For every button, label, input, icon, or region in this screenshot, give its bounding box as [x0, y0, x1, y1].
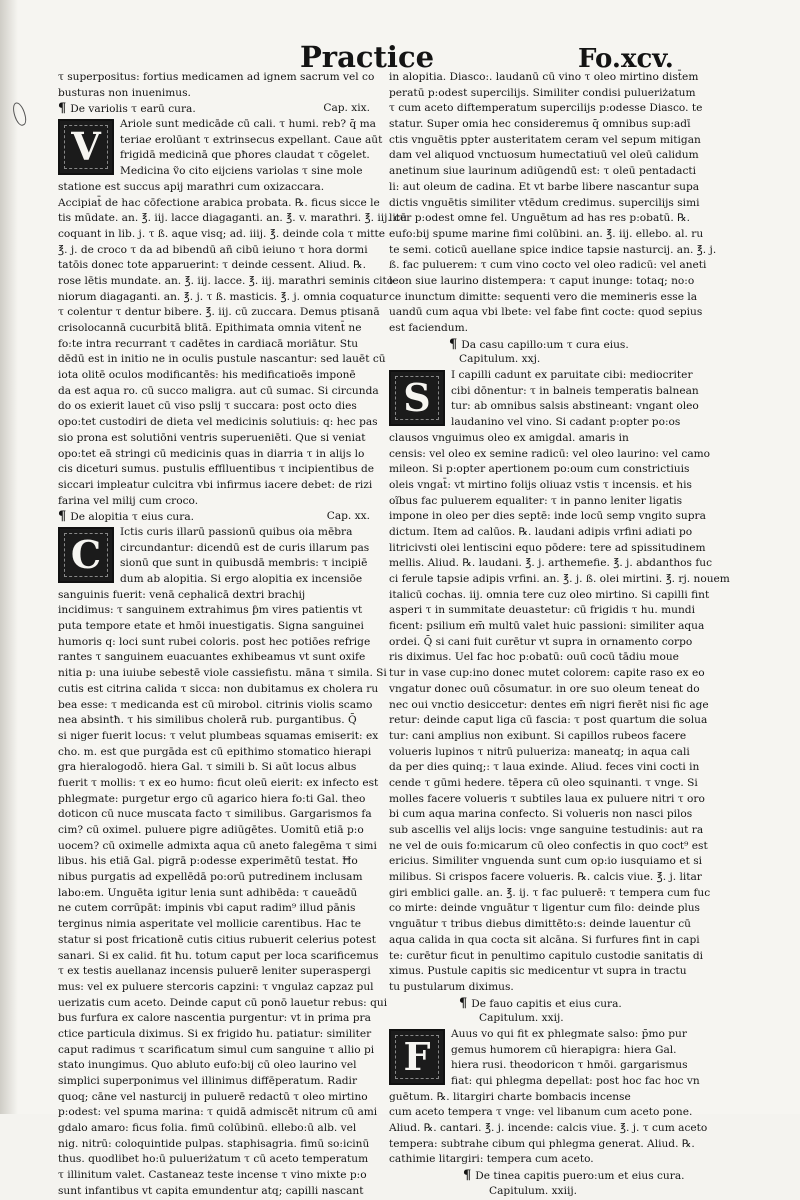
- text-line: milibus. Si crispos facere volueris. ℞. calcis viue. ℥. j. litar: [389, 871, 702, 884]
- decorated-initial: V: [58, 119, 114, 175]
- text-line: sub ascellis vel alijs locis: vnge sanguine testudinis: aut ra: [389, 824, 704, 836]
- text-line: mus: vel ex puluere stercoris capzini: τ vngulaz capzaz pul: [58, 980, 374, 993]
- text-line: da per dies quinq;: τ laua exinde. Aliud. feces vini cocti in: [389, 761, 700, 774]
- text-line: asperi τ in summitate deuastetur: cū frigidis τ hu. mundi: [389, 604, 695, 617]
- heading-text: De fauo capitis et eius cura.: [471, 997, 622, 1010]
- text-line: impone in oleo per dies septē: inde locū semp vngito supra: [389, 510, 706, 523]
- paragraph-lines: [389, 70, 716, 337]
- text-line: gra hieralogodō. hiera Gal. τ simili b. Si aūt locus albus: [58, 761, 357, 774]
- text-line: hiera rusi. theodoricon τ hmōi. gargarismus: [451, 1059, 688, 1072]
- text-line: cibi dōnentur: τ in balneis temperatis balnean: [451, 384, 699, 397]
- text-line: ordei. Q̄ si cani fuit curētur vt supra in ornamento corpo: [389, 635, 693, 648]
- section-heading: [58, 101, 384, 117]
- text-line: ne cutem corrūpāt: impinis vbi caput radim⁹ illud pānis: [58, 902, 356, 915]
- text-line: clausos vnguimus oleo ex amigdal. amaris in: [389, 431, 629, 444]
- text-line: ctis vnguētis ppter austeritatem ceram vel sepum mitigan: [389, 133, 701, 146]
- text-line: da est aqua ro. cū succo maligra. aut cū sumac. Si circunda: [58, 384, 379, 397]
- text-line: rose lētis mundate. an. ℥. iij. lacce. ℥. iij. marathri seminis cito: [58, 274, 394, 287]
- text-line: aqua calida in qua cocta sit alcāna. Si furfures fint in capi: [389, 933, 700, 946]
- text-line: bea esse: τ medicanda est cū mirobol. citrinis violis scamo: [58, 698, 373, 711]
- text-line: fuerit τ mollis: τ ex eo humo: ficut oleū eierit: ex infecto est: [58, 776, 379, 789]
- text-line: oĩbus fac puluerem equaliter: τ in panno leniter ligatis: [389, 494, 683, 507]
- text-line: sio prona est solutiōni ventris superueniēti. Que si veniat: [58, 431, 366, 444]
- text-line: phlegmate: purgetur ergo cū agarico hiera fo:ti Gal. theo: [58, 792, 366, 805]
- text-line: fo:te intra recurrant τ cadētes in cardiacā moriātur. Stu: [58, 337, 359, 350]
- text-line: dēdū est in initio ne in oculis pustule nascantur: sed lauēt cū: [58, 353, 386, 366]
- text-line: tur in vase cup:ino donec mutet colorem: capite raso ex eo: [389, 667, 705, 680]
- text-line: si niger fuerit locus: τ velut plumbeas squamas emiserit: ex: [58, 729, 379, 742]
- section-heading: [58, 509, 384, 525]
- pilcrow-icon: ¶: [449, 336, 458, 352]
- text-line: Auus vo qui fit ex phlegmate salso: p̄mo pur: [451, 1027, 687, 1040]
- text-line: Aliud. ℞. cantari. ℥. j. incende: calcis viue. ℥. j. τ cum aceto: [389, 1122, 708, 1135]
- text-line: mileon. Si p:opter apertionem po:oum cum constrictiuis: [389, 463, 690, 476]
- text-line: anetinum siue laurinum adiūgendū est: τ oleū pentadacti: [389, 165, 697, 178]
- text-line: opo:tet eā stringi cū medicinis quas in diarria τ in alijs lo: [58, 447, 365, 460]
- paragraph: [389, 368, 730, 996]
- chapter-label: Cap. xix.: [323, 102, 370, 115]
- text-line: sanguinis fuerit: venā cephalicā dextri brachij: [58, 588, 306, 601]
- heading-text: Da casu capillo:um τ cura eius.: [461, 338, 629, 351]
- text-line: bi cum aqua marina confecto. Si volueris non nasci pilos: [389, 808, 693, 821]
- text-line: sionū que sunt in quibusdā membris: τ incipiē: [120, 557, 368, 570]
- text-line: sanari. Si ex calid. fit ħu. totum caput per loca scarificemus: [58, 949, 379, 962]
- text-line: volueris lupinos τ nitrū pulueriza: maneatq; in aqua cali: [389, 745, 690, 758]
- text-line: te semi. coticū auellane spice indice tapsie nasturcij. an. ℥. j.: [389, 243, 717, 256]
- text-line: terginus nimia asperitate vel mollicie carentibus. Hac te: [58, 918, 362, 931]
- chapter-label: Capitulum. xxiij.: [489, 1184, 578, 1197]
- text-line: li: aut oleum de cadina. Et vt barbe libere nascantur supa: [389, 180, 700, 193]
- pilcrow-icon: ¶: [459, 995, 468, 1011]
- text-line: vngatur donec ouū cōsumatur. in ore suo oleum teneat do: [389, 682, 700, 695]
- paragraph-lines: [389, 368, 730, 996]
- text-line: est faciendum.: [389, 322, 468, 334]
- text-line: nitia p: una iuiube sebestē viole cassiefistu. māna τ simila. Si: [58, 667, 387, 680]
- text-line: τ superpositus: fortius medicamen ad ignem sacrum vel co: [58, 71, 375, 83]
- text-line: τ ex testis auellanaz incensis puluerē leniter superaspergi: [58, 965, 371, 978]
- text-line: ericius. Similiter vnguenda sunt cum op:io iusquiamo et si: [389, 855, 703, 868]
- text-line: Ariole sunt medicāde cū cali. τ humi. reb? q̄ ma: [120, 118, 376, 131]
- chapter-label: Capitulum. xxj.: [459, 353, 541, 366]
- text-line: farina vel milij cum croco.: [58, 494, 199, 507]
- chapter-label: Cap. xx.: [326, 510, 370, 523]
- text-line: guētum. ℞. litargiri charte bombacis incense: [389, 1090, 631, 1103]
- pilcrow-icon: ¶: [58, 509, 67, 525]
- left-column: [58, 70, 407, 1200]
- text-line: ficent: psilium em̄ multū valet huic passioni: similiter aqua: [389, 620, 705, 633]
- text-line: ℥. j. de croco τ da ad bibendū añ cibū ieiuno τ hora dormi: [58, 243, 368, 256]
- text-line: humoris q: loci sunt rubei coloris. post hec potiōes refrige: [58, 635, 371, 648]
- running-title: Practice: [300, 40, 435, 74]
- text-line: gemus humorem cū hierapigra: hiera Gal.: [451, 1043, 677, 1056]
- text-line: frigidā medicinā que pħores claudat τ cōgelet.: [120, 149, 370, 162]
- text-line: leon siue laurino distempera: τ caput inunge: totaq; no:o: [389, 274, 695, 287]
- text-line: tu pustularum diximus.: [389, 980, 514, 993]
- text-line: libus. his etiā Gal. pigrā p:odesse experimētū testat. Ħo: [58, 855, 358, 868]
- folio-number: Fo.xcv.: [578, 44, 674, 74]
- text-line: italicū cochas. iij. omnia tere cuz oleo mirtino. Si capilli fint: [389, 588, 710, 601]
- text-line: ctice particula diximus. Si ex frigido ħu. patiatur: similiter: [58, 1027, 372, 1040]
- text-line: Ictis curis illarū passionū quibus oia mēbra: [120, 525, 353, 538]
- text-line: cathimie litargiri: tempera cum aceto.: [389, 1153, 594, 1166]
- text-line: censis: vel oleo ex semine radicū: vel oleo laurino: vel camo: [389, 447, 711, 460]
- text-line: giri emblici galle. an. ℥. ij. τ fac puluerē: τ tempera cum fuc: [389, 886, 711, 899]
- text-line: niorum diagaganti. an. ℥. j. τ ß. masticis. ℥. j. omnia coquatur: [58, 290, 389, 303]
- text-line: cho. m. est que purgāda est cū epithimo stomatico hierapi: [58, 745, 372, 758]
- paragraph-lines: [58, 117, 407, 509]
- text-line: ci ferule tapsie adipis vrfini. an. ℥. j. ß. olei mirtini. ℥. rj. nouem: [389, 573, 730, 585]
- text-line: labo:em. Unguēta igitur lenia sunt adhibēda: τ caueādū: [58, 886, 358, 899]
- text-line: τ cum aceto diftemperatum supercilijs p:odesse Diasco. te: [389, 102, 703, 115]
- text-line: tatōis donec tote apparuerint: τ deinde cessent. Aliud. ℞.: [58, 259, 366, 272]
- text-line: liter p:odest omne fel. Unguētum ad has res p:obatū. ℞.: [389, 212, 690, 225]
- text-line: ximus. Pustule capitis sic medicentur vt supra in tractu: [389, 965, 687, 978]
- text-line: fiat: qui phlegma depellat: post hoc fac hoc vn: [451, 1075, 700, 1087]
- section-heading: [389, 1168, 716, 1184]
- text-line: tempera: subtrahe cibum qui phlegma generat. Aliud. ℞.: [389, 1137, 695, 1150]
- text-line: nea absintħ. τ his similibus cholerā rub. purgantibus. Q̄: [58, 714, 357, 727]
- text-line: cim? cū oximel. puluere pigre adiūgētes. Uomitū etiā p:o: [58, 824, 364, 836]
- text-line: dum ab alopitia. Si ergo alopitia ex incensiōe: [120, 573, 363, 585]
- text-line: nec oui vnctio desiccetur: dentes em̄ nigri fierēt nisi fic age: [389, 698, 709, 711]
- text-line: cutis est citrina calida τ sicca: non dubitamus ex cholera ru: [58, 682, 379, 695]
- text-line: doticon cū nuce muscata facto τ similibus. Gargarismos fa: [58, 808, 372, 821]
- text-line: dam vel aliquod vnctuosum humectatiuū vel oleū calidum: [389, 149, 699, 162]
- text-line: oleis vngat̄: vt mirtino folijs oliuaz vstis τ incensis. et his: [389, 478, 692, 491]
- text-line: cende τ gūmi hedere. tēpera cū oleo squinanti. τ vnge. Si: [389, 776, 698, 789]
- text-line: te: curētur ficut in penultimo capitulo custodie sanitatis di: [389, 949, 704, 962]
- decorated-initial: S: [389, 370, 445, 426]
- text-line: in alopitia. Diasco:. laudanū cū vino τ oleo mirtino dist̄em: [389, 71, 699, 83]
- paragraph-lines: [58, 525, 388, 1200]
- text-line: opo:tet custodiri de dieta vel medicinis solutiuis: q: hec pas: [58, 416, 378, 429]
- text-line: uocem? cū oximelle admixta aqua cū aneto falegēma τ simi: [58, 839, 377, 852]
- right-column: [389, 70, 730, 1200]
- text-line: cum aceto tempera τ vnge: vel libanum cum aceto pone.: [389, 1106, 693, 1119]
- decorated-initial: F: [389, 1029, 445, 1085]
- text-line: busturas non inuenimus.: [58, 86, 191, 99]
- text-line: Medicina ṽo cito eijciens variolas τ sine mole: [120, 165, 363, 178]
- text-line: vnguātur τ tribus diebus dimittēto:s: deinde lauentur cū: [389, 918, 691, 931]
- text-line: τ illinitum valet. Castaneaz teste incense τ vino mixte p:o: [58, 1169, 367, 1182]
- paragraph: [58, 117, 407, 509]
- text-line: coquant in lib. j. τ ß. aque visq; ad. iiij. ℥. deinde cola τ mitte: [58, 227, 386, 240]
- text-line: ß. fac puluerem: τ cum vino cocto vel oleo radicū: vel aneti: [389, 259, 707, 272]
- text-line: statur. Super omia hec consideremus q̄ omnibus sup:adī: [389, 118, 691, 131]
- text-line: co mirte: deinde vnguātur τ ligentur cum filo: deinde plus: [389, 902, 700, 915]
- text-line: statur si post fricationē cutis citius rubuerit celerius potest: [58, 933, 376, 946]
- binding-shadow: [0, 0, 18, 1114]
- text-line: p:odest: vel spuma marina: τ quidā admiscēt nitrum cū ami: [58, 1106, 378, 1119]
- text-line: incidimus: τ sanguinem extrahimus ƥm vires patientis vt: [58, 604, 363, 617]
- text-line: crisolocannā cucurbitā blitā. Epithimata omnia vitent̄ ne: [58, 322, 362, 334]
- text-line: retur: deinde caput liga cū fascia: τ post quartum die solua: [389, 714, 708, 727]
- heading-text: De tinea capitis puero:um et eius cura.: [475, 1170, 685, 1183]
- text-line: bus furfura ex calore nascentia purgentur: vt in prima pra: [58, 1012, 371, 1025]
- text-line: tis mūdate. an. ℥. iij. lacce diagaganti. an. ℥. v. marathri. ℥. iij. cū: [58, 212, 407, 225]
- chapter-label: Capitulum. xxij.: [479, 1012, 564, 1025]
- text-line: I capilli cadunt ex paruitate cibi: mediocriter: [451, 369, 693, 382]
- text-line: cis diceturi sumus. pustulis efflluentibus τ incipientibus de: [58, 463, 375, 476]
- text-line: molles facere volueris τ subtiles laua ex puluere nitri τ oro: [389, 792, 705, 805]
- text-line: caput radimus τ scarificatum simul cum sanguine τ allio pi: [58, 1043, 375, 1056]
- text-line: do os exierit lauet cū viso pslij τ succara: post octo dies: [58, 400, 357, 413]
- text-line: dictis vnguētis similiter vtēdum credimus. supercilijs simi: [389, 196, 700, 209]
- text-line: dictum. Item ad calūos. ℞. laudani adipis vrfini adiati po: [389, 525, 693, 538]
- text-line: stato inungimus. Quo abluto eufo:bij cū oleo laurino vel: [58, 1059, 357, 1072]
- text-line: quoq; cāne vel nasturcij in puluerē redactū τ oleo mirtino: [58, 1090, 368, 1103]
- text-line: simplici superponimus vel illinimus diffēperatum. Radir: [58, 1075, 358, 1087]
- text-line: tur: ab omnibus salsis abstineant: vngant oleo: [451, 400, 699, 413]
- text-line: laudanino vel vino. Si cadant p:opter po:os: [451, 416, 681, 429]
- pilcrow-icon: ¶: [463, 1168, 472, 1184]
- text-line: ce inunctum dimitte: sequenti vero die memineris esse la: [389, 290, 698, 303]
- text-line: rantes τ sanguinem euacuantes exhibeamus vt sunt oxife: [58, 651, 366, 664]
- text-line: nig. nitrū: coloquintide pulpas. staphisagria. fimū so:icinū: [58, 1137, 370, 1150]
- text-line: teria𝑒 erolūant τ extrinsecus expellant. Caue aūt: [120, 133, 383, 146]
- pilcrow-icon: ¶: [58, 101, 67, 117]
- section-heading: [389, 996, 716, 1012]
- text-line: peratū p:odest supercilijs. Similiter condisi pulueriżatum: [389, 86, 696, 99]
- text-line: litricivsti olei lentiscini equo pōdere: tere ad spissitudinem: [389, 541, 706, 554]
- text-line: ris diximus. Uel fac hoc p:obatū: ouū cocū tādiu moue: [389, 651, 679, 664]
- text-line: puta tempore etate et hmōi inuestigatis. Signa sanguinei: [58, 620, 364, 633]
- text-line: τ colentur τ dentur bibere. ℥. iij. cū zuccara. Demus ptisanā: [58, 306, 380, 319]
- text-line: eufo:bij spume marine fimi colūbini. an. ℥. iij. ellebo. al. ru: [389, 227, 704, 240]
- text-line: Accipiat̄ de hac cōfectione arabica probata. ℞. ficus sicce le: [58, 196, 380, 209]
- decorated-initial: C: [58, 527, 114, 583]
- text-line: siccari impleatur culcitra vbi infirmus iacere debet: de rizi: [58, 478, 373, 491]
- paragraph: [389, 1027, 716, 1168]
- text-line: uandū cum aqua vbi lbete: vel fabe fint cocte: quod sepius: [389, 306, 703, 319]
- text-line: tur: cani amplius non exibunt. Si capillos rubeos facere: [389, 729, 687, 742]
- paragraph: [58, 525, 388, 1200]
- text-line: circundantur: dicendū est de curis illarum pas: [120, 541, 370, 554]
- heading-text: De alopitia τ eius cura.: [70, 511, 195, 524]
- text-line: statione est succus apij marathri cum oxizaccara.: [58, 180, 325, 193]
- text-line: thus. quodlibet ho:ū pulueriżatum τ cū aceto temperatum: [58, 1153, 369, 1166]
- text-line: mellis. Aliud. ℞. laudani. ℥. j. arthemefie. ℥. j. abdanthos fuc: [389, 557, 713, 570]
- text-line: sunt infantibus vt capita emundentur atq; capilli nascant: [58, 1184, 364, 1197]
- section-heading: [389, 337, 716, 353]
- text-line: ne vel de ouis fo:micarum cū oleo confectis in quo coct⁹ est: [389, 839, 708, 852]
- text-line: uerizatis cum aceto. Deinde caput cū ponō lauetur rebus: qui: [58, 996, 388, 1009]
- text-line: iota olitē oculos modificantēs: his medificatioēs imponē: [58, 369, 356, 382]
- text-line: nibus purgatis ad expellēdā po:orū putredinem inclusam: [58, 871, 363, 884]
- heading-text: De variolis τ earū cura.: [70, 103, 196, 116]
- text-line: gdalo amaro: ficus folia. fimū colūbinū. ellebo:ū alb. vel: [58, 1122, 357, 1135]
